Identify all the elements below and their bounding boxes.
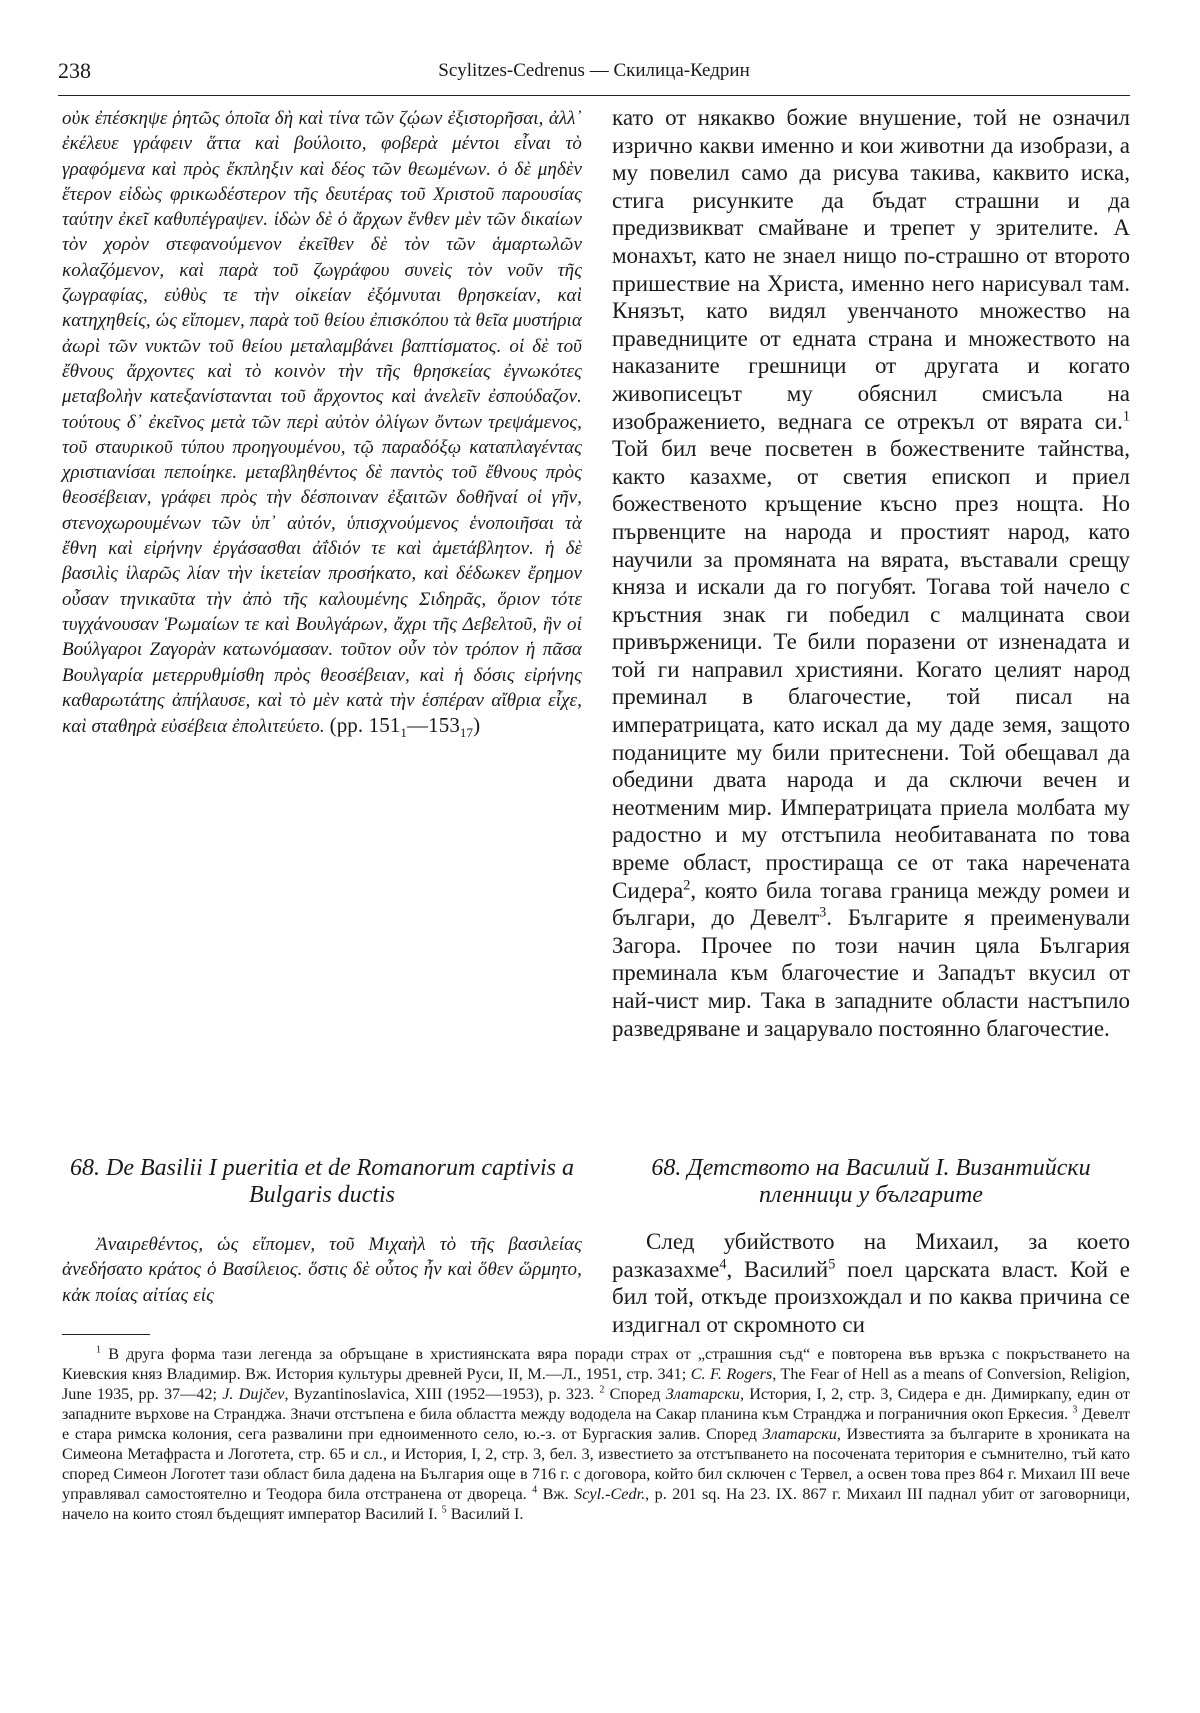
footnote-author: Златарски — [665, 1385, 741, 1403]
greek-passage-68: Ἀναιρεθέντος, ὡς εἴπομεν, τοῦ Μιχαὴλ τὸ τῆς βασιλείας ἀνεδήσατο κράτος ὁ Βασίλειος. ὅστις δὲ οὗτος ἦν καὶ ὅθεν ὥρμητο, κἀκ ποίας αἰτίας εἰς — [62, 1234, 582, 1306]
section-68-heading-latin-block — [62, 1155, 582, 1209]
bulgarian-text-column-68 — [612, 1228, 1130, 1338]
source-reference: (pp. $151_1—153_{17}$) — [329, 713, 481, 741]
footnote-mark-5: 5 — [441, 1504, 447, 1516]
footnote-author: C. F. Rogers — [690, 1365, 773, 1383]
page-header — [58, 50, 1130, 90]
footnote-mark-2: 2 — [599, 1384, 605, 1396]
running-title: Scylitzes-Cedrenus — Скилица-Кедрин — [438, 60, 750, 81]
section-68-heading-bg-block — [612, 1155, 1130, 1209]
footnote-separator — [62, 1334, 150, 1335]
footnotes: $^1$ В друга форма тази легенда за обръщане в християнската вяра поради страх от „страшния съд“ е повторена във връзка с покръстването на Киевския княз Владимир. Вж. История культуры древней Руси, II, М.—Л., 1951, стр. 341; C. F. Rogers, The Fear of Hell as a means of Conversion, Religion, June 1935, pp. 37—42; J. Dujčev, Byzantinoslavica, XIII (1952—1953), p. 323. $^2$ Според Златарски, История, I, 2, стр. 3, Сидера е дн. Димиркапу, един от западните върхове на Странджа. Значи отстъпена е била областта между вододела на Сакар планина към Странджа и пограничния окоп Еркесия. $^3$ Девелт е стара римска колония, сега развалини при едноименното село, ю.-з. от Бургаския залив. Според Златарски, Известията за българите в хрониката на Симеона Метафраста и Логотета, стр. 65 и сл., и История, I, 2, стр. 3, бел. 3, известието за отстъпването на посочената територия е съмнително, тъй като според Симеон Логотет тази област била дадена на България още в 716 г. с договора, който бил сключен с Тервел, а освен това през 864 г. Михаил III вече управлявал самостоятелно и Теодора била отстранена от двореца. $^4$ Вж. Scyl.-Cedr., p. 201 sq. На 23. IX. 867 г. Михаил III паднал убит от заговорници, начело на които стоял бъдещият император Василий I. $^5$ Василий I. — [62, 1344, 1131, 1523]
bulgarian-passage-68: След убийството на Михаил, за което разказахме$^4$, Василий$^5$ поел царската власт. Кой е бил той, откъде произхождал и по каква причина се издигнал от скромното си — [612, 1229, 1130, 1337]
footnote-ref-1[interactable]: 1 — [1122, 407, 1130, 424]
footnote-author: J. Dujčev — [222, 1385, 285, 1403]
page-number: 238 — [58, 58, 91, 83]
bulgarian-passage-67: като от някакво божие внушение, той не означил изрично какви именно и кои животни да изобрази, а му повелил само да рисува такива, каквито иска, стига рисунките да бъдат страшни и да предизвикват смайване и трепет у зрителите. А монахът, като не знаел нищо по-страшно от второто пришествие на Христа, именно него нарисувал там. Князът, като видял увенчаното множество на праведниците от едната страна и множеството на наказаните грешници от другата и когато живописецът му обяснил смисъла на изображението, веднага се отрекъл от вярата си.$^1$ Той бил вече посветен в божествените тайнства, както казахме, от светия епископ и приел божественото кръщение късно през нощта. Но първенците на народа и простият народ, като научили за промяната на вярата, въставали срещу княза и искали да го погубят. Тогава той начело с кръстния знак ги победил с малцината свои привърженици. Те били поразени от изненадата и той ги направил християни. Когато целият народ преминал в благочестие, той писал на императрицата, като искал да му даде земя, защото поданиците му били притеснени. Той обещавал да обедини двата народа и да сключи вечен и неотменим мир. Императрицата приела молбата му радостно и му отстъпила необитаваната по това време област, простираща се от така наречената Сидера$^2$, която била тогава граница между ромеи и българи, до Девелт$^3$. Българите я преименували Загора. Прочее по този начин цяла България преминала към благочестие и Западът вкусил от най-чист мир. Така в западните области настъпило разведряване и зацарувало постоянно благочестие. — [612, 105, 1130, 1041]
footnote-mark-3: 3 — [1072, 1404, 1078, 1416]
greek-text-column-68 — [62, 1232, 582, 1308]
footnote-source: Scyl.-Cedr. — [574, 1485, 646, 1503]
greek-passage-67 — [62, 106, 582, 739]
footnote-ref-2[interactable]: 2 — [683, 876, 691, 893]
bulgarian-text-column — [612, 104, 1130, 1042]
footnote-author: Златарски — [762, 1425, 837, 1443]
greek-text-column — [62, 106, 582, 739]
footnote-ref-3[interactable]: 3 — [819, 904, 827, 921]
footnote-mark-4: 4 — [532, 1484, 538, 1496]
section-heading-bulgarian: 68. Детството на Василий I. Византийски пленници у българите — [651, 1155, 1091, 1208]
section-heading-latin: 68. De Basilii I pueritia et de Romanorum captivis a Bulgaris ductis — [70, 1155, 574, 1208]
footnote-ref-4[interactable]: 4 — [719, 1255, 727, 1272]
header-rule — [58, 95, 1130, 96]
greek-passage-67-text: οὐκ ἐπέσκηψε ῥητῶς ὁποῖα δὴ καὶ τίνα τῶν ζῴων ἐξιστορῆσαι, ἀλλ᾿ ἐκέλευε γράφειν ἅττα καὶ βούλοιτο, φοβερὰ μέντοι εἶναι τὸ γραφόμενα καὶ πρὸς ἔκπληξιν καὶ δέος τῶν θεωμένων. ὁ δὲ μηδὲν ἕτερον εἰδὼς φρικωδέστερον τῆς δευτέρας τοῦ Χριστοῦ παρουσίας ταύτην ἐκεῖ καθυπέγραψεν. ἰδὼν δὲ ὁ ἄρχων ἔνθεν μὲν τῶν δικαίων τὸν χορὸν στεφανούμενον ἐκεῖθεν δὲ τὸν τῶν ἁμαρτωλῶν κολαζόμενον, καὶ παρὰ τοῦ ζωγράφου συνεὶς τὸν νοῦν τῆς ζωγραφίας, εὐθὺς τε τὴν οἰκείαν ἐξόμνυται θρησκείαν, καὶ κατηχηθείς, ὡς εἴπομεν, παρὰ τοῦ θείου ἐπισκόπου τὰ θεῖα μυστήρια ἀωρὶ τῶν νυκτῶν τοῦ θείου μεταλαμβάνει βαπτίσματος. οἱ δὲ τοῦ ἔθνους ἄρχοντες καὶ τὸ κοινὸν τὴν τῆς θρησκείας ἐγνωκότες μεταβολὴν κατεξανίστανται τοῦ ἄρχοντος καὶ ἀνελεῖν ἐσπούδαζον. τούτους δ᾿ ἐκεῖνος μετὰ τῶν περὶ αὐτὸν ὀλίγων ὄντων τρεψάμενος, τοῦ σταυρικοῦ τύπου προηγουμένου, τῷ παραδόξῳ καταπλαγέντας χριστιανίσαι πεποίηκε. μεταβληθέντος δὲ παντὸς τοῦ ἔθνους πρὸς θεοσέβειαν, γράφει πρὸς τὴν δέσποιναν ἐξαιτῶν δοθῆναί οἱ γῆν, στενοχωρουμένων τῶν ὑπ᾿ αὐτόν, ὑπισχνούμενος ἑνοποιῆσαι τὰ ἔθνη καὶ εἰρήνην ἐργάσασθαι ἀΐδιόν τε καὶ ἀμετάβλητον. ἡ δὲ βασιλὶς ἱλαρῶς λίαν τὴν ἱκετείαν προσήκατο, καὶ δέδωκεν ἔρημον οὖσαν τηνικαῦτα τὴν ἀπὸ τῆς καλουμένης Σιδηρᾶς, ὅριον τότε τυγχάνουσαν Ῥωμαίων τε καὶ Βουλγάρων, ἄχρι τῆς Δεβελτοῦ, ἣν οἱ Βούλγαροι Ζαγορὰν κατωνόμασαν. τοῦτον οὖν τὸν τρόπον ἡ πᾶσα Βουλγαρία μετερρυθμίσθη πρὸς θεοσέβειαν, καὶ ἡ δόσις εἰρήνης καθαρωτάτης ἀπήλαυσε, καὶ τὸ μὲν κατὰ τὴν ἑσπέραν αἴθρια εἶχε, καὶ σταθηρὰ εὐσέβεια ἐπολιτεύετο. — [62, 108, 582, 738]
footnote-ref-5[interactable]: 5 — [828, 1255, 836, 1272]
footnote-mark-1: 1 — [96, 1344, 102, 1356]
